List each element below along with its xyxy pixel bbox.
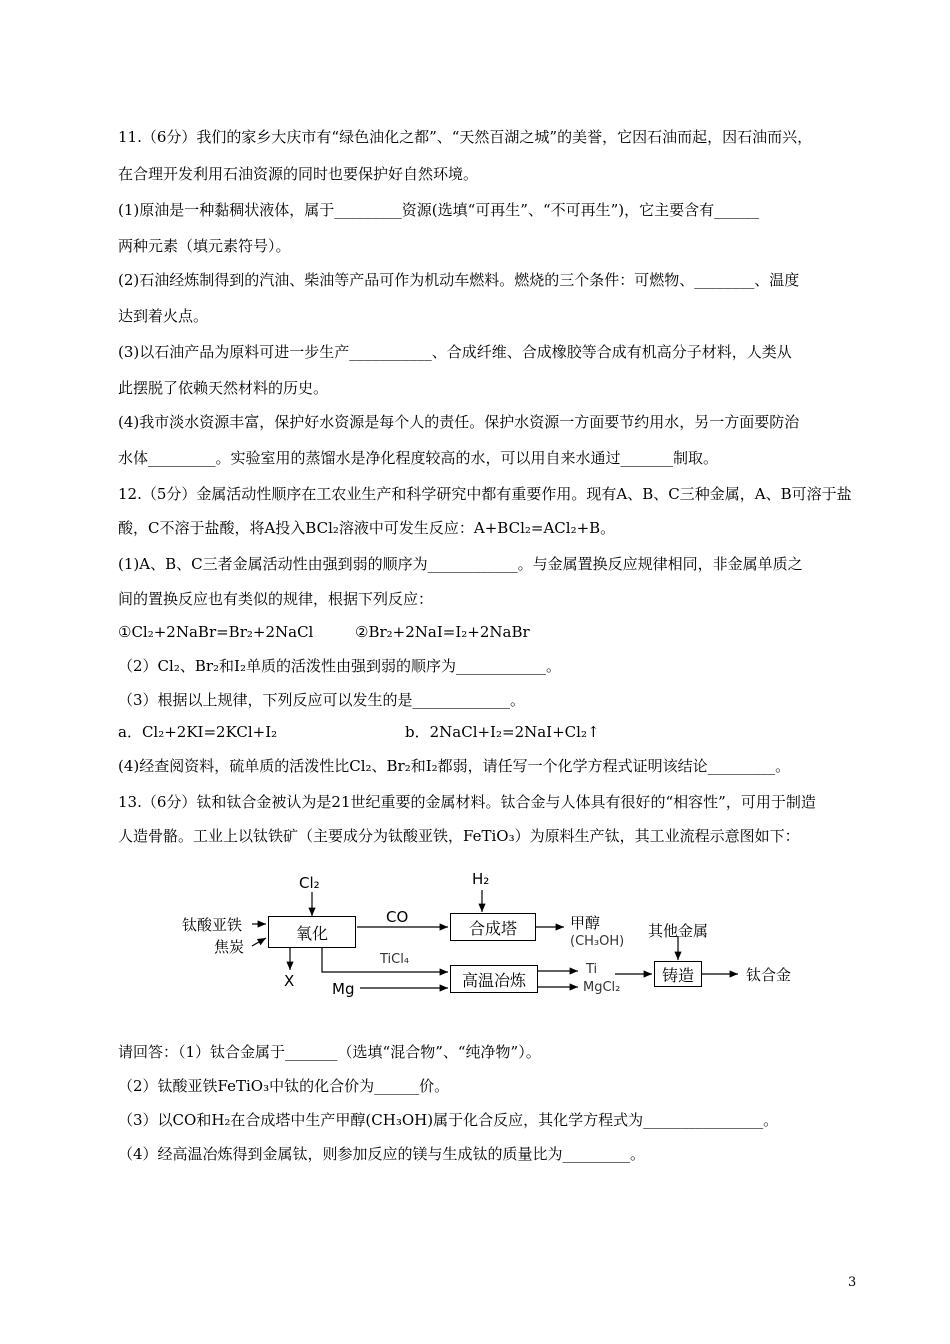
co-label: CO [386,908,409,926]
q11-part2-line-2: 达到着火点。 [118,307,209,325]
methanol-label: 甲醇 [570,914,601,932]
q13-part4: （4）经高温冶炼得到金属钛，则参加反应的镁与生成钛的质量比为_________。 [118,1145,646,1163]
q12-stem-line-1: 12.（5分）金属活动性顺序在工农业生产和科学研究中都有重要作用。现有A、B、C三种金属，A、B可溶于盐 [118,485,852,503]
synthesis-tower-box: 合成塔 [450,913,536,941]
high-temp-smelting-box: 高温冶炼 [450,965,538,993]
q12-stem-line-2: 酸，C不溶于盐酸，将A投入BCl₂溶液中可发生反应：A+BCl₂=ACl₂+B。 [118,519,616,537]
x-label: X [284,972,295,990]
q12-part2: （2）Cl₂、Br₂和I₂单质的活泼性由强到弱的顺序为____________。 [118,657,561,675]
q13-part3: （3）以CO和H₂在合成塔中生产甲醇(CH₃OH)属于化合反应，其化学方程式为________________。 [118,1111,779,1129]
casting-box: 铸造 [654,961,702,987]
methanol-formula-label: (CH₃OH) [570,934,625,949]
oxidation-box: 氧化 [268,916,356,948]
titanium-alloy-label: 钛合金 [746,966,792,984]
mg-label: Mg [332,980,355,998]
ti-label: Ti [586,962,598,977]
h2-label: H₂ [472,870,490,888]
q12-option-b: b．2NaCl+I₂=2NaI+Cl₂↑ [405,723,600,741]
q11-part1-line-1: (1)原油是一种黏稠状液体，属于_________资源(选填“可再生”、“不可再生”)，它主要含有______ [118,201,760,219]
q13-stem-line-1: 13.（6分）钛和钛合金被认为是21世纪重要的金属材料。钛合金与人体具有很好的“相容性”，可用于制造 [118,793,816,811]
ticl4-label: TiCl₄ [380,952,410,967]
q12-part1-line-1: (1)A、B、C三者金属活动性由强到弱的顺序为____________。与金属置换反应规律相同，非金属单质之 [118,555,803,573]
q12-reaction-2: ②Br₂+2NaI=I₂+2NaBr [355,623,530,641]
q13-stem-line-2: 人造骨骼。工业上以钛铁矿（主要成分为钛酸亚铁，FeTiO₃）为原料生产钛，其工业流程示意图如下： [118,827,800,845]
q11-part2-line-1: (2)石油经炼制得到的汽油、柴油等产品可作为机动车燃料。燃烧的三个条件：可燃物、________、温度 [118,271,800,289]
titanium-process-flowchart [180,866,820,1006]
input-ferrous-titanate-label: 钛酸亚铁 [182,916,243,934]
q11-part3-line-2: 此摆脱了依赖天然材料的历史。 [118,379,329,397]
q12-reaction-1: ①Cl₂+2NaBr=Br₂+2NaCl [118,623,314,641]
q13-part1: 请回答：（1）钛合金属于_______（选填“混合物”、“纯净物”）。 [118,1043,541,1061]
other-metals-label: 其他金属 [648,922,709,940]
q12-part4: (4)经查阅资料，硫单质的活泼性比Cl₂、Br₂和I₂都弱，请任写一个化学方程式证明该结论_________。 [118,757,791,775]
q11-part3-line-1: (3)以石油产品为原料可进一步生产___________、合成纤维、合成橡胶等合成有机高分子材料，人类从 [118,343,792,361]
q11-part1-line-2: 两种元素（填元素符号）。 [118,237,291,255]
q11-part4-line-2: 水体_________。实验室用的蒸馏水是净化程度较高的水，可以用自来水通过_______制取。 [118,449,719,467]
input-coke-label: 焦炭 [214,938,245,956]
q12-part1-line-2: 间的置换反应也有类似的规律，根据下列反应： [118,590,434,608]
q11-stem-line-1: 11.（6分）我们的家乡大庆市有“绿色油化之都”、“天然百湖之城”的美誉，它因石油而起，因石油而兴， [118,128,813,146]
q11-part4-line-1: (4)我市淡水资源丰富，保护好水资源是每个人的责任。保护水资源一方面要节约用水，另一方面要防治 [118,413,800,431]
cl2-label: Cl₂ [299,874,320,892]
q12-part3: （3）根据以上规律，下列反应可以发生的是_____________。 [118,691,526,709]
mgcl2-label: MgCl₂ [583,980,621,995]
q11-stem-line-2: 在合理开发利用石油资源的同时也要保护好自然环境。 [118,165,479,183]
q12-option-a: a．Cl₂+2KI=2KCl+I₂ [118,723,278,741]
page-number: 3 [848,1275,857,1290]
q13-part2: （2）钛酸亚铁FeTiO₃中钛的化合价为______价。 [118,1077,450,1095]
